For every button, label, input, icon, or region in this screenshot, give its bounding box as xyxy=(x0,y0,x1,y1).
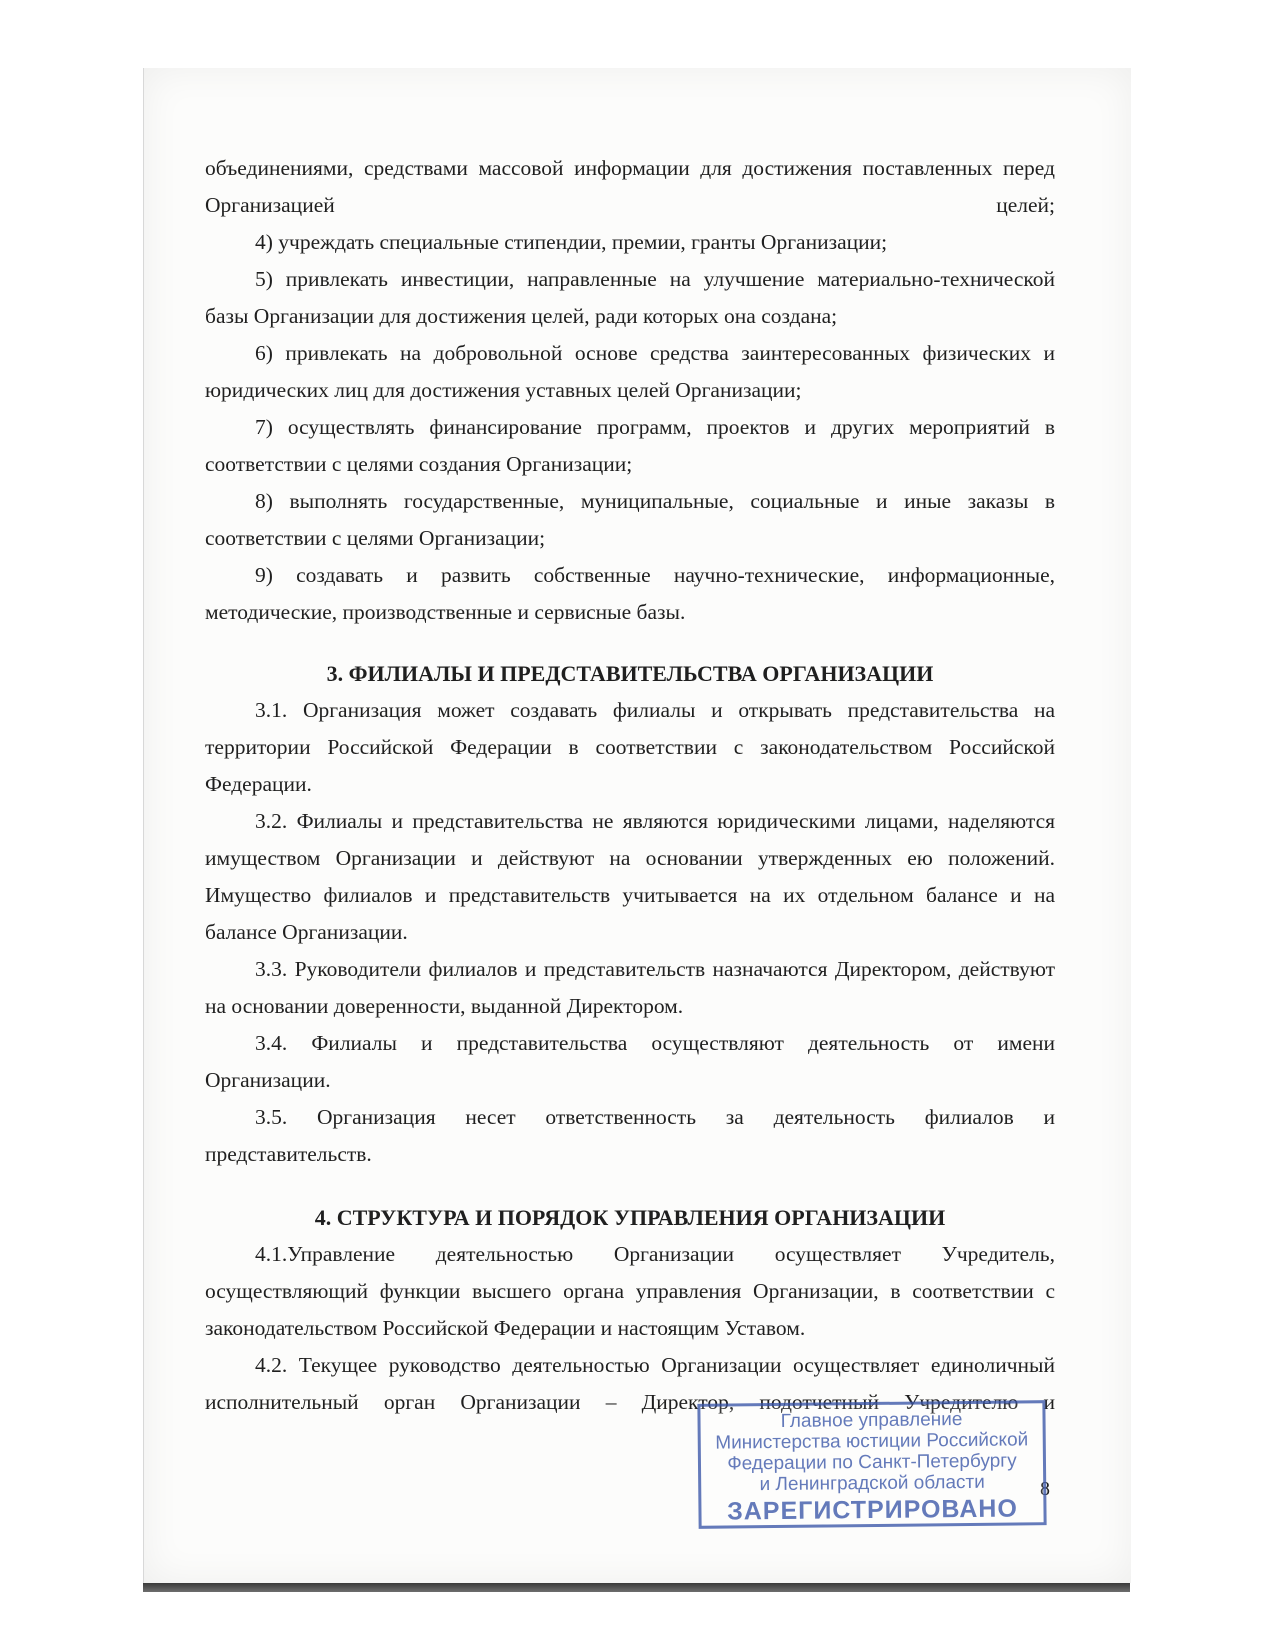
clause-4-2: 4.2. Текущее руководство деятельностью Организации осуществляет единоличный исполнительный орган Организации – Директор, подотчетный Учредителю и xyxy=(205,1353,1055,1414)
stamp-line-3: Федерации по Санкт-Петербургу xyxy=(727,1450,1017,1475)
stamp-registered: ЗАРЕГИСТРИРОВАНО xyxy=(726,1494,1018,1526)
paragraph-continuation: объединениями, средствами массовой информации для достижения поставленных перед Организацией целей; xyxy=(205,156,1055,217)
clause-3-5: 3.5. Организация несет ответственность за деятельность филиалов и представительств. xyxy=(205,1105,1055,1166)
clause-3-1: 3.1. Организация может создавать филиалы и открывать представительства на территории Российской Федерации в соответствии с законодательством Российской Федерации. xyxy=(205,698,1055,796)
list-item-6: 6) привлекать на добровольной основе средства заинтересованных физических и юридических лиц для достижения уставных целей Организации; xyxy=(205,341,1055,402)
list-item-8: 8) выполнять государственные, муниципальные, социальные и иные заказы в соответствии с целями Организации; xyxy=(205,489,1055,550)
page-number: 8 xyxy=(1040,1478,1050,1500)
list-item-9: 9) создавать и развить собственные научно-технические, информационные, методические, производственные и сервисные базы. xyxy=(205,563,1055,624)
clause-4-1: 4.1.Управление деятельностью Организации осуществляет Учредитель, осуществляющий функции высшего органа управления Организации, в соответствии с законодательством Российской Федерации и настоящим Уставом. xyxy=(205,1242,1055,1340)
registration-stamp xyxy=(697,1400,1046,1529)
clause-3-2: 3.2. Филиалы и представительства не являются юридическими лицами, наделяются имуществом Организации и действуют на основании утвержденных ею положений. Имущество филиалов и представительств учитывается на их отдельном балансе и на балансе Организации. xyxy=(205,809,1055,944)
list-item-7: 7) осуществлять финансирование программ, проектов и других мероприятий в соответствии с целями создания Организации; xyxy=(205,415,1055,476)
section-3-heading: 3. ФИЛИАЛЫ И ПРЕДСТАВИТЕЛЬСТВА ОРГАНИЗАЦИИ xyxy=(326,661,934,686)
clause-3-3: 3.3. Руководители филиалов и представительств назначаются Директором, действуют на основании доверенности, выданной Директором. xyxy=(205,957,1055,1018)
stamp-line-1: Главное управление xyxy=(780,1409,963,1432)
list-item-4: 4) учреждать специальные стипендии, премии, гранты Организации; xyxy=(255,230,888,254)
stamp-line-2: Министерства юстиции Российской xyxy=(715,1429,1029,1454)
stamp-line-4: и Ленинградской области xyxy=(759,1471,985,1496)
clause-3-4: 3.4. Филиалы и представительства осуществляют деятельность от имени Организации. xyxy=(205,1031,1055,1092)
page-text xyxy=(205,150,1055,1421)
section-4-heading: 4. СТРУКТУРА И ПОРЯДОК УПРАВЛЕНИЯ ОРГАНИЗАЦИИ xyxy=(314,1205,946,1230)
list-item-5: 5) привлекать инвестиции, направленные на улучшение материально-технической базы Организации для достижения целей, ради которых она создана; xyxy=(205,267,1055,328)
scan-edge xyxy=(143,1583,1130,1592)
